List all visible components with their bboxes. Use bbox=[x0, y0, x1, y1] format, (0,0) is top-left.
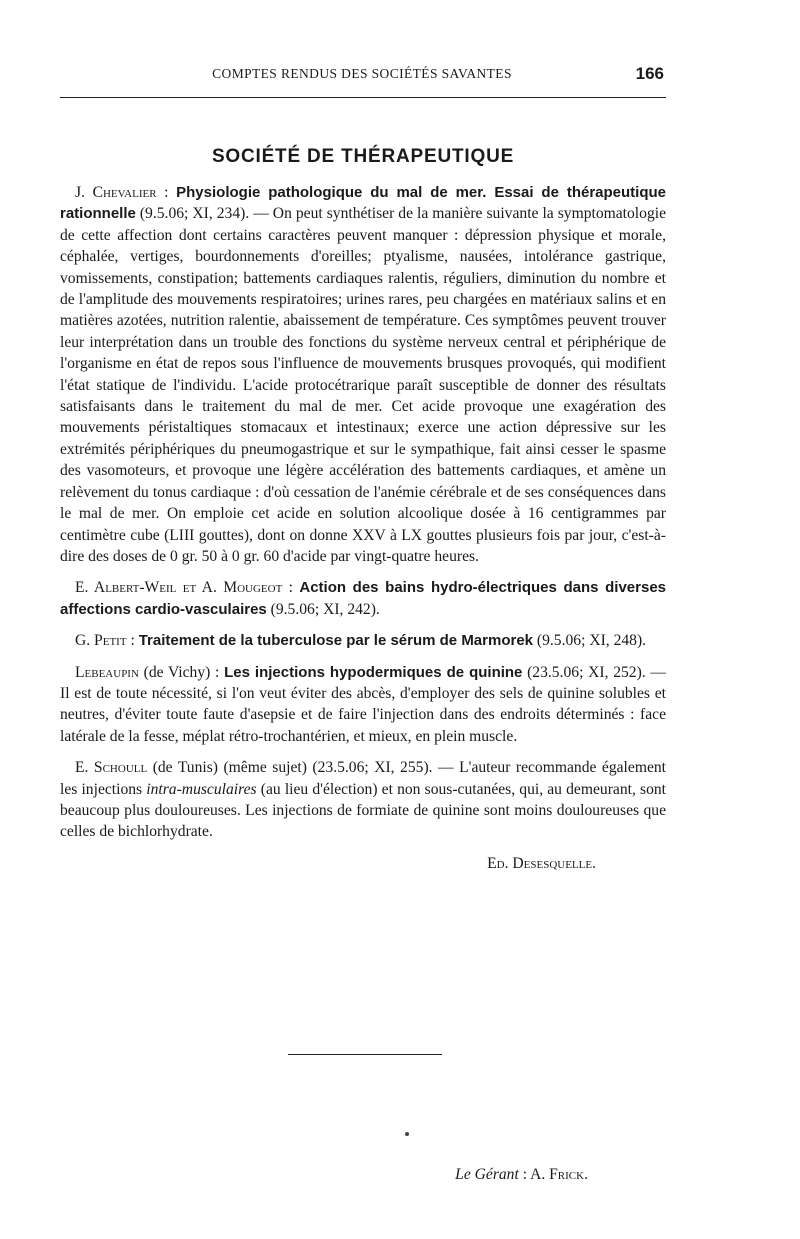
entry-author: E. Albert-Weil et A. Mougeot bbox=[75, 579, 283, 597]
entry-chevalier: J. Chevalier : Physiologie pathologique du mal de mer. Essai de thérapeutique rationnelle (9.5.06; XI, 234). — On peut synthétiser de la manière suivante la symptomatologie de cette affection dont certains caractères peuvent manquer : dépression physique et morale, céphalée, vertiges, bourdonnements d'oreilles; ptyalisme, nausées, intolérance gastrique, vomissements, constipation; battements cardiaques ralentis, réguliers, diminution du nombre et de l'amplitude des mouvements respiratoires; urines rares, peu chargées en matériaux salins et en matières azotées, nutrition ralentie, abaissement de température. Ces symptômes peuvent trouver leur interprétation dans un trouble des fonctions du système nerveux central et périphérique de l'organisme en état de repos sous l'influence de mouvements brusques provoqués, qui modifient l'état statique de l'individu. L'acide protocétrarique paraît susceptible de donner des résultats satisfaisants dans le traitement du mal de mer. Cet acide provoque une exagération des mouvements péristaltiques stomacaux et intestinaux; exerce une action dépressive sur les extrémités périphériques du pneumogastrique et sur le sympathique, fait ainsi cesser le spasme des vasomoteurs, et provoque une légère accélération des battements cardiaques, et amène un relèvement du tonus cardiaque : d'où cessation de l'anémie cérébrale et de ses conséquences dans le mal de mer. On emploie cet acide en solution alcoolique dosée à 16 centigrammes par centimètre cube (LIII gouttes), dont on donne XXV à LX gouttes plusieurs fois par jour, c'est-à-dire des doses de 0 gr. 50 à 0 gr. 60 d'acide par vingt-quatre heures. bbox=[60, 184, 666, 565]
gerant-name: : A. Frick. bbox=[518, 1166, 588, 1183]
entry-lebeaupin: Lebeaupin (de Vichy) : Les injections hypodermiques de quinine (23.5.06; XI, 252). — Il est de toute nécessité, si l'on veut éviter des abcès, d'employer des sels de quinine solubles et neutres, d'éviter toute faute d'asepsie et de faire l'injection dans des endroits déterminés : face latérale de la fesse, méplat rétro-trochantérien, et mieux, en plein muscle. bbox=[60, 663, 666, 745]
signature-name: Ed. Desesquelle. bbox=[487, 854, 596, 872]
entry-petit: G. Petit : Traitement de la tuberculose par le sérum de Marmorek (9.5.06; XI, 248). bbox=[75, 632, 647, 650]
entry-text: (de Tunis) (même sujet) (23.5.06; XI, 255). — L'auteur recommande également les injections bbox=[60, 759, 666, 798]
entry-italic-term: intra-musculaires bbox=[146, 780, 257, 798]
entry-author-note: (de Vichy) bbox=[138, 663, 211, 681]
entry-schoull bbox=[60, 757, 666, 843]
entry-title: Les injections hypodermiques de quinine bbox=[224, 663, 523, 681]
entry-title: Traitement de la tuberculose par le sérum de Marmorek bbox=[138, 632, 534, 650]
page-number: 166 bbox=[635, 64, 664, 83]
gerant-line bbox=[455, 1166, 588, 1184]
end-rule bbox=[288, 1054, 442, 1055]
entry-title: Physiologie pathologique du mal de mer. Essai de thérapeutique rationnelle bbox=[60, 184, 666, 223]
entry-title: Action des bains hydro-électriques dans diverses affections cardio-vasculaires bbox=[60, 579, 666, 618]
running-head bbox=[60, 64, 664, 88]
entry-albert-weil: E. Albert-Weil et A. Mougeot : Action des bains hydro-électriques dans diverses affections cardio-vasculaires (9.5.06; XI, 242). bbox=[60, 579, 666, 618]
entry-text: (9.5.06; XI, 234). — On peut synthétiser de la manière suivante la symptomatologie de cette affection dont certains caractères peuvent manquer : dépression physique et morale, céphalée, vertiges, bourdonnements d'oreilles; ptyalisme, nausées, intolérance gastrique, vomissements, constipation; battements cardiaques ralentis, réguliers, diminution du nombre et de l'amplitude des mouvements respiratoires; urines rares, peu chargées en matériaux salins et en matières azotées, nutrition ralentie, abaissement de température. Ces symptômes peuvent trouver leur interprétation dans un trouble des fonctions du système nerveux central et périphérique de l'organisme en état de repos sous l'influence de mouvements brusques provoqués, qui modifient l'état statique de l'individu. L'acide protocétrarique paraît susceptible de donner des résultats satisfaisants dans le traitement du mal de mer. Cet acide provoque une exagération des mouvements péristaltiques stomacaux et intestinaux; exerce une action dépressive sur les extrémités périphériques du pneumogastrique et sur le sympathique, fait ainsi cesser le spasme des vasomoteurs, et provoque une légère accélération des battements cardiaques, et amène un relèvement du tonus cardiaque : d'où cessation de l'anémie cérébrale et de ses conséquences dans le mal de mer. On emploie cet acide en solution alcoolique dosée à 16 centigrammes par centimètre cube (LIII gouttes), dont on donne XXV à LX gouttes plusieurs fois par jour, c'est-à-dire des doses de 0 gr. 50 à 0 gr. 60 d'acide par vingt-quatre heures. bbox=[60, 205, 666, 565]
entry-author: G. Petit bbox=[75, 632, 127, 650]
entry-text: (au lieu d'élection) et non sous-cutanées, qui, au demeurant, sont beaucoup plus douloureuses. Les injections de formiate de quinine sont moins douloureuses que celles de bichlorhydrate. bbox=[60, 780, 666, 841]
section-title: SOCIÉTÉ DE THÉRAPEUTIQUE bbox=[211, 146, 515, 167]
entry-text: (9.5.06; XI, 248). bbox=[533, 632, 647, 650]
article-body bbox=[60, 182, 666, 874]
header-rule bbox=[60, 97, 666, 98]
gerant-label: Le Gérant bbox=[455, 1166, 519, 1183]
entry-text: (23.5.06; XI, 252). — Il est de toute nécessité, si l'on veut éviter des abcès, d'employer des sels de quinine solubles et neutres, d'éviter toute faute d'asepsie et de faire l'injection dans des endroits déterminés : face latérale de la fesse, méplat rétro-trochantérien, et mieux, en plein muscle. bbox=[60, 663, 666, 745]
entry-text: (9.5.06; XI, 242). bbox=[266, 600, 380, 618]
running-title: COMPTES RENDUS DES SOCIÉTÉS SAVANTES bbox=[212, 66, 512, 81]
printer-dot bbox=[405, 1132, 409, 1136]
entry-author: Lebeaupin bbox=[75, 663, 139, 681]
entry-author: J. Chevalier bbox=[75, 184, 157, 201]
signature bbox=[60, 853, 596, 874]
entry-author: E. Schoull bbox=[75, 759, 148, 777]
